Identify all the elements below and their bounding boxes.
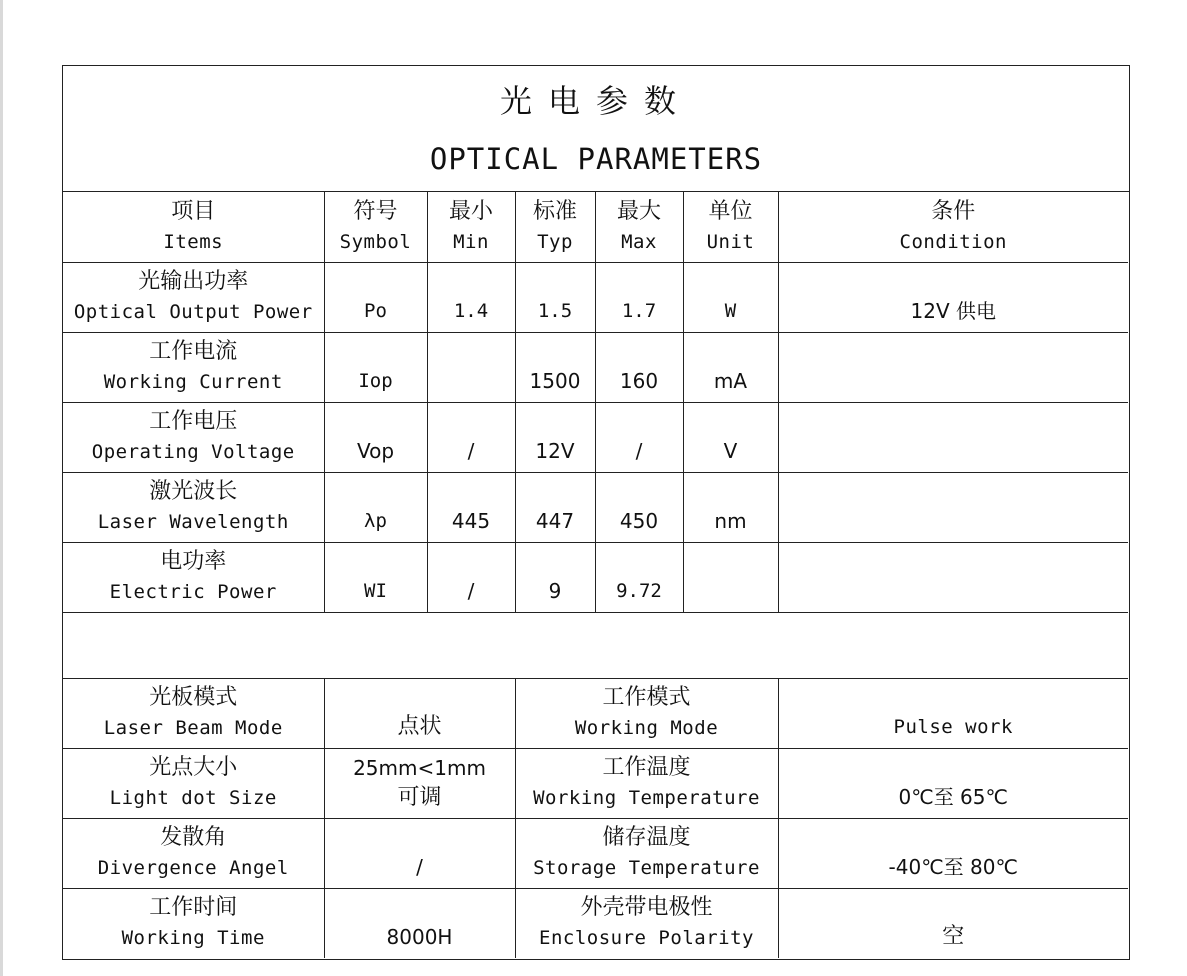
condition-cell: [778, 542, 1128, 612]
item-cell: 光板模式 Laser Beam Mode: [63, 678, 324, 748]
typ-cell: 1500: [515, 332, 595, 402]
symbol-cell: Iop: [324, 332, 427, 402]
header-items: 项目 Items: [63, 192, 324, 262]
unit-cell: mA: [683, 332, 778, 402]
header-min: 最小 Min: [427, 192, 515, 262]
unit-cell: V: [683, 402, 778, 472]
item-cell: 激光波长 Laser Wavelength: [63, 472, 324, 542]
item-cell: 工作温度 Working Temperature: [515, 748, 778, 818]
header-condition: 条件 Condition: [778, 192, 1128, 262]
value-cell: 空: [778, 888, 1128, 958]
parameters-table: [63, 192, 1128, 958]
title-chinese: 光电参数: [499, 82, 692, 120]
item-cell: 工作电流 Working Current: [63, 332, 324, 402]
item-cell: 工作模式 Working Mode: [515, 678, 778, 748]
condition-cell: [778, 332, 1128, 402]
symbol-cell: WI: [324, 542, 427, 612]
typ-cell: 1.5: [515, 262, 595, 332]
title-english: OPTICAL PARAMETERS: [429, 142, 763, 176]
item-cell: 外壳带电极性 Enclosure Polarity: [515, 888, 778, 958]
max-cell: 450: [595, 472, 683, 542]
max-cell: 1.7: [595, 262, 683, 332]
item-cell: 光输出功率 Optical Output Power: [63, 262, 324, 332]
value-cell: 8000H: [324, 888, 515, 958]
item-cell: 工作时间 Working Time: [63, 888, 324, 958]
symbol-cell: λp: [324, 472, 427, 542]
unit-cell: W: [683, 262, 778, 332]
table-row: [63, 472, 1128, 542]
min-cell: /: [427, 542, 515, 612]
table-row: [63, 748, 1128, 818]
item-cell: 发散角 Divergence Angel: [63, 818, 324, 888]
min-cell: 445: [427, 472, 515, 542]
header-unit: 单位 Unit: [683, 192, 778, 262]
symbol-cell: Po: [324, 262, 427, 332]
value-cell: -40℃至 80℃: [778, 818, 1128, 888]
optical-parameters-sheet: [62, 65, 1130, 960]
unit-cell: [683, 542, 778, 612]
max-cell: 160: [595, 332, 683, 402]
value-cell: 25mm<1mm 可调: [324, 748, 515, 818]
header-symbol: 符号 Symbol: [324, 192, 427, 262]
title-block: [63, 66, 1129, 192]
table-row: [63, 262, 1128, 332]
condition-cell: 12V 供电: [778, 262, 1128, 332]
condition-cell: [778, 472, 1128, 542]
item-cell: 电功率 Electric Power: [63, 542, 324, 612]
min-cell: 1.4: [427, 262, 515, 332]
value-cell: Pulse work: [778, 678, 1128, 748]
header-typ: 标准 Typ: [515, 192, 595, 262]
item-cell: 光点大小 Light dot Size: [63, 748, 324, 818]
unit-cell: nm: [683, 472, 778, 542]
spacer-row: [63, 612, 1128, 678]
table-row: [63, 332, 1128, 402]
min-cell: /: [427, 402, 515, 472]
typ-cell: 447: [515, 472, 595, 542]
typ-cell: 9: [515, 542, 595, 612]
symbol-cell: Vop: [324, 402, 427, 472]
empty-cell: [63, 612, 1128, 678]
max-cell: 9.72: [595, 542, 683, 612]
table-row: [63, 402, 1128, 472]
header-row: [63, 192, 1128, 262]
max-cell: /: [595, 402, 683, 472]
table-row: [63, 542, 1128, 612]
header-max: 最大 Max: [595, 192, 683, 262]
min-cell: [427, 332, 515, 402]
page-edge: [0, 0, 3, 976]
table-row: [63, 888, 1128, 958]
item-cell: 工作电压 Operating Voltage: [63, 402, 324, 472]
value-cell: 0℃至 65℃: [778, 748, 1128, 818]
condition-cell: [778, 402, 1128, 472]
value-cell: 点状: [324, 678, 515, 748]
value-cell: /: [324, 818, 515, 888]
table-row: [63, 678, 1128, 748]
typ-cell: 12V: [515, 402, 595, 472]
item-cell: 储存温度 Storage Temperature: [515, 818, 778, 888]
table-row: [63, 818, 1128, 888]
